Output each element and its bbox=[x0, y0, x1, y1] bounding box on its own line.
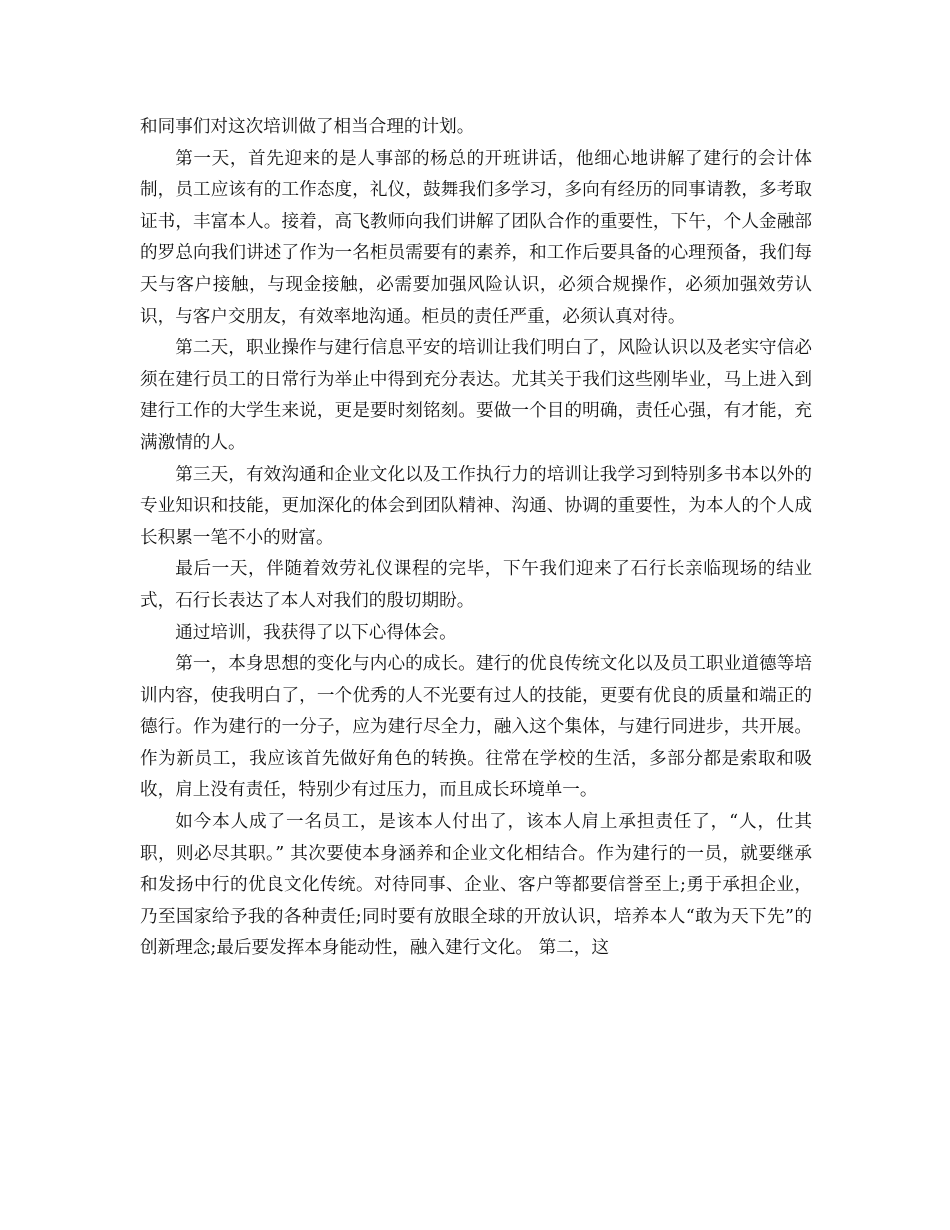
document-body bbox=[140, 112, 812, 965]
paragraph: 如今本人成了一名员工，是该本人付出了，该本人肩上承担责任了，“人，仕其职，则必尽其职。” 其次要使本身涵养和企业文化相结合。作为建行的一员，就要继承和发扬中行的优良文化传统。对待同事、企业、客户等都要信誉至上;勇于承担企业，乃至国家给予我的各种责任;同时要有放眼全球的开放认识，培养本人“敢为天下先”的创新理念;最后要发挥本身能动性，融入建行文化。 第二，这 bbox=[140, 812, 812, 959]
paragraph: 和同事们对这次培训做了相当合理的计划。 bbox=[140, 117, 475, 137]
paragraph: 第一，本身思想的变化与内心的成长。建行的优良传统文化以及员工职业道德等培训内容，使我明白了，一个优秀的人不光要有过人的技能，更要有优良的质量和端正的德行。作为建行的一分子，应为建行尽全力，融入这个集体，与建行同进步，共开展。作为新员工，我应该首先做好角色的转换。往常在学校的生活，多部分都是索取和吸收，肩上没有责任，特别少有过压力，而且成长环境单一。 bbox=[140, 654, 812, 801]
paragraph: 第二天，职业操作与建行信息平安的培训让我们明白了，风险认识以及老实守信必须在建行员工的日常行为举止中得到充分表达。尤其关于我们这些刚毕业，马上进入到建行工作的大学生来说，更是要时刻铭刻。要做一个目的明确，责任心强，有才能，充满激情的人。 bbox=[140, 338, 812, 453]
paragraph: 第三天，有效沟通和企业文化以及工作执行力的培训让我学习到特别多书本以外的专业知识和技能，更加深化的体会到团队精神、沟通、协调的重要性，为本人的个人成长积累一笔不小的财富。 bbox=[140, 464, 812, 548]
paragraph: 第一天，首先迎来的是人事部的杨总的开班讲话，他细心地讲解了建行的会计体制，员工应该有的工作态度，礼仪，鼓舞我们多学习，多向有经历的同事请教，多考取证书，丰富本人。接着，高飞教师向我们讲解了团队合作的重要性，下午，个人金融部的罗总向我们讲述了作为一名柜员需要有的素养，和工作后要具备的心理预备，我们每天与客户接触，与现金接触，必需要加强风险认识，必须合规操作，必须加强效劳认识，与客户交朋友，有效率地沟通。柜员的责任严重，必须认真对待。 bbox=[140, 148, 812, 327]
paragraph: 通过培训，我获得了以下心得体会。 bbox=[175, 622, 457, 643]
paragraph: 最后一天，伴随着效劳礼仪课程的完毕，下午我们迎来了石行长亲临现场的结业式，石行长表达了本人对我们的殷切期盼。 bbox=[140, 559, 812, 611]
